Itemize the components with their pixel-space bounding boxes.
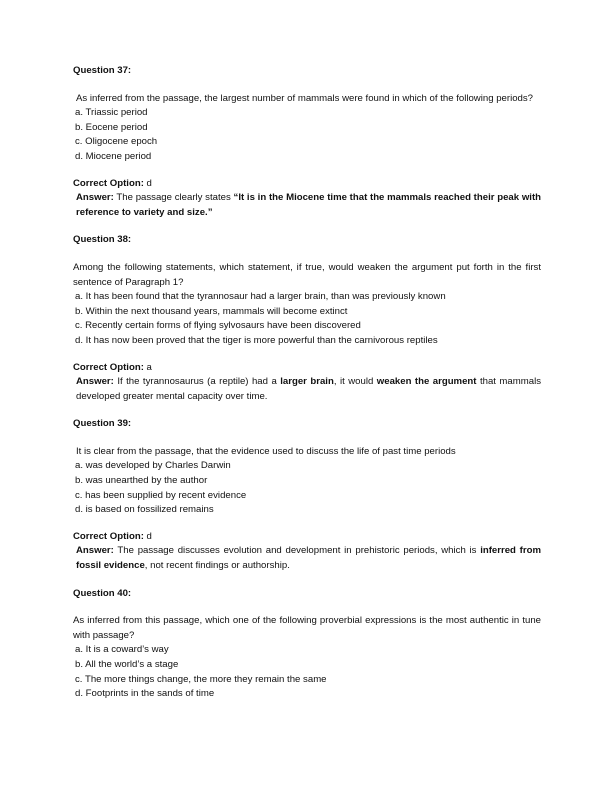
answer-text: The passage clearly states xyxy=(113,192,234,204)
question-39-heading: Question 39: xyxy=(73,418,132,430)
question-37-option-b: b. Eocene period xyxy=(75,121,148,133)
question-37-correct-option xyxy=(73,177,541,192)
question-39-option-c: c. has been supplied by recent evidence xyxy=(75,489,247,501)
answer-text-bold: weaken the argument xyxy=(376,376,477,388)
question-38-option-c: c. Recently certain forms of flying sylvosaurs have been discovered xyxy=(75,320,361,332)
question-38-stem: Among the following statements, which statement, if true, would weaken the argument put forth in the first sentence of Paragraph 1? xyxy=(73,261,541,288)
question-39-option-d: d. is based on fossilized remains xyxy=(75,504,214,516)
answer-text: , not recent findings or authorship. xyxy=(144,560,290,572)
question-37-stem: As inferred from the passage, the largest number of mammals were found in which of the following periods? xyxy=(76,92,534,104)
question-39-correct-option xyxy=(73,530,541,545)
answer-text: , it would xyxy=(333,376,377,388)
question-38-option-a: a. It has been found that the tyrannosaur had a larger brain, than was previously known xyxy=(75,291,446,303)
question-37-answer xyxy=(73,191,541,220)
question-38-correct-option xyxy=(73,361,541,376)
answer-label: Answer: xyxy=(76,376,114,388)
correct-option-value: d xyxy=(143,177,152,189)
question-37-option-d: d. Miocene period xyxy=(75,150,152,162)
question-39-option-b: b. was unearthed by the author xyxy=(75,475,208,487)
question-37-heading: Question 37: xyxy=(73,65,132,76)
question-39-stem: It is clear from the passage, that the evidence used to discuss the life of past time periods xyxy=(76,445,456,457)
question-40-option-c: c. The more things change, the more they remain the same xyxy=(75,673,327,685)
question-38-heading: Question 38: xyxy=(73,234,132,246)
question-40-heading: Question 40: xyxy=(73,587,132,599)
correct-option-value: d xyxy=(143,530,152,542)
correct-option-value: a xyxy=(143,361,152,373)
correct-option-label: Correct Option: xyxy=(73,177,144,189)
question-38-option-d: d. It has now been proved that the tiger is more powerful than the carnivorous reptiles xyxy=(75,334,438,346)
answer-text-bold: inferred from fossil evidence xyxy=(76,545,541,572)
question-38-answer xyxy=(73,375,541,404)
question-39-option-a: a. was developed by Charles Darwin xyxy=(75,460,231,472)
correct-option-label: Correct Option: xyxy=(73,361,144,373)
answer-text: The passage discusses evolution and development in prehistoric periods, which is xyxy=(113,545,481,557)
question-37-option-a: a. Triassic period xyxy=(75,107,148,119)
answer-text: that mammals developed greater mental capacity over time. xyxy=(76,376,541,402)
question-40-option-d: d. Footprints in the sands of time xyxy=(75,688,215,700)
question-40-option-b: b. All the world’s a stage xyxy=(75,659,179,670)
question-38-option-b: b. Within the next thousand years, mammals will become extinct xyxy=(75,305,348,317)
answer-text-bold: larger brain xyxy=(280,376,334,388)
correct-option-label: Correct Option: xyxy=(73,530,144,542)
question-37-option-c: c. Oligocene epoch xyxy=(75,136,158,148)
question-39-answer xyxy=(73,544,541,573)
answer-text: If the tyrannosaurus (a reptile) had a xyxy=(113,376,281,388)
answer-label: Answer: xyxy=(76,192,114,204)
answer-text-bold: “It is in the Miocene time that the mammals reached their peak with reference to variety and size.” xyxy=(76,192,542,218)
question-40-stem: As inferred from this passage, which one of the following proverbial expressions is the most authentic in tune with passage? xyxy=(73,615,541,641)
document-page xyxy=(73,64,541,702)
question-40-option-a: a. It is a coward’s way xyxy=(75,644,169,656)
answer-label: Answer: xyxy=(76,545,114,557)
